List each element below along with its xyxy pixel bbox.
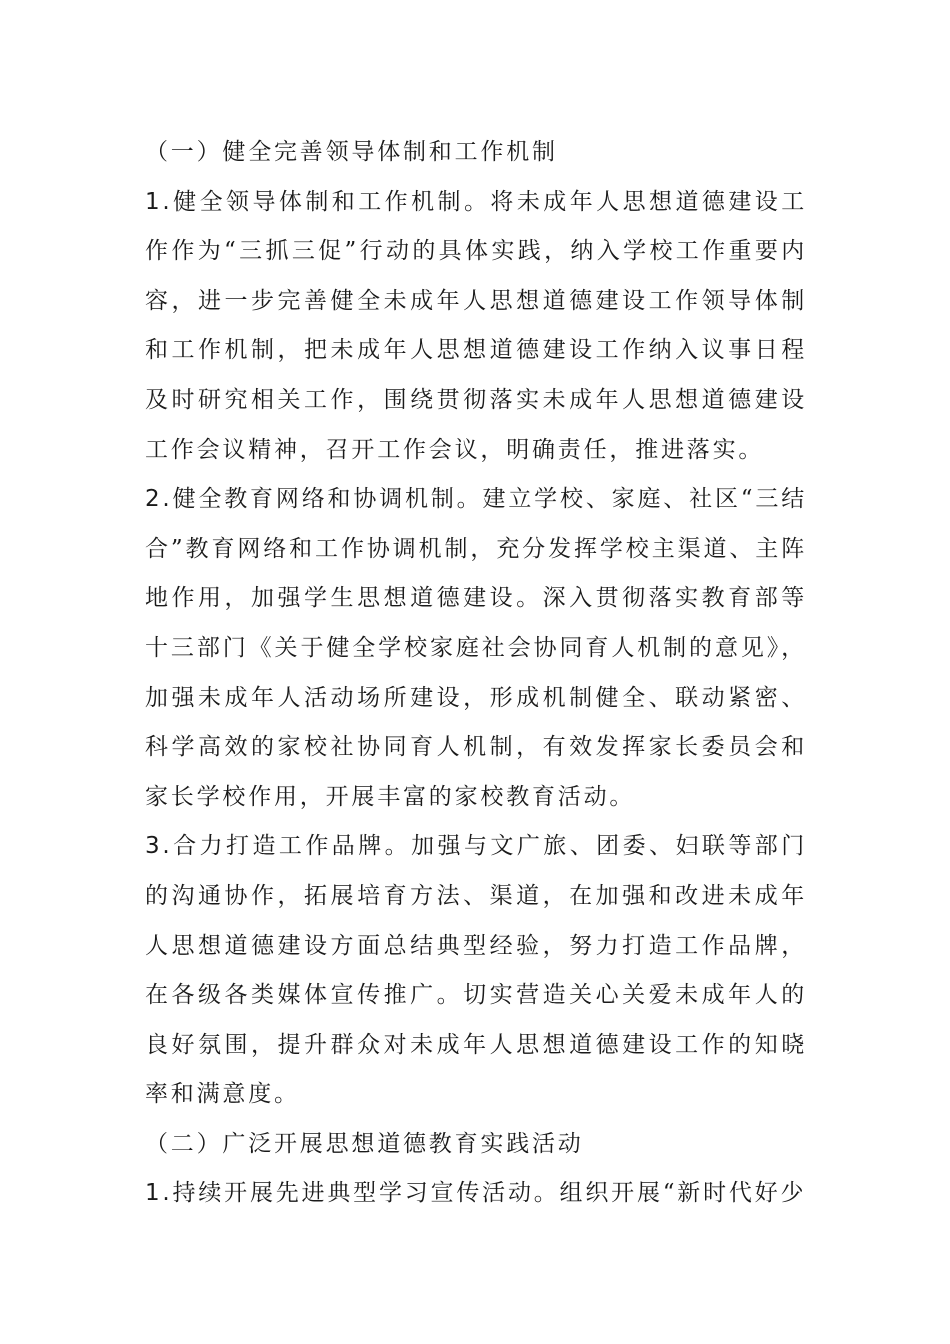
- paragraph-number: 2.: [145, 486, 173, 513]
- paragraph-1-3: [145, 822, 807, 1120]
- paragraph-1-2: [145, 475, 807, 822]
- paragraph-1-1: [145, 178, 807, 476]
- section-heading-2: （二）广泛开展思想道德教育实践活动: [145, 1130, 584, 1157]
- paragraph-text: 健全教育网络和协调机制。建立学校、家庭、社区“三结合”教育网络和工作协调机制，充分发挥学校主渠道、主阵地作用，加强学生思想道德建设。深入贯彻落实教育部等十三部门《关于健全学校家庭社会协同育人机制的意见》，加强未成年人活动场所建设，形成机制健全、联动紧密、科学高效的家校社协同育人机制，有效发挥家长委员会和家长学校作用，开展丰富的家校教育活动。: [145, 486, 807, 810]
- paragraph-text: 持续开展先进典型学习宣传活动。组织开展“新时代好少: [172, 1180, 807, 1207]
- paragraph-text: 合力打造工作品牌。加强与文广旅、团委、妇联等部门的沟通协作，拓展培育方法、渠道，在加强和改进未成年人思想道德建设方面总结典型经验，努力打造工作品牌，在各级各类媒体宣传推广。切实营造关心关爱未成年人的良好氛围，提升群众对未成年人思想道德建设工作的知晓率和满意度。: [145, 833, 807, 1108]
- paragraph-number: 1.: [145, 188, 173, 215]
- paragraph-number: 1.: [145, 1180, 173, 1207]
- document-page: [145, 128, 807, 1219]
- paragraph-number: 3.: [145, 833, 173, 860]
- paragraph-2-1: [145, 1169, 807, 1219]
- section-heading-1: （一）健全完善领导体制和工作机制: [145, 139, 558, 165]
- paragraph-text: 健全领导体制和工作机制。将未成年人思想道德建设工作作为“三抓三促”行动的具体实践，纳入学校工作重要内容，进一步完善健全未成年人思想道德建设工作领导体制和工作机制，把未成年人思想道德建设工作纳入议事日程及时研究相关工作，围绕贯彻落实未成年人思想道德建设工作会议精神，召开工作会议，明确责任，推进落实。: [145, 188, 807, 463]
